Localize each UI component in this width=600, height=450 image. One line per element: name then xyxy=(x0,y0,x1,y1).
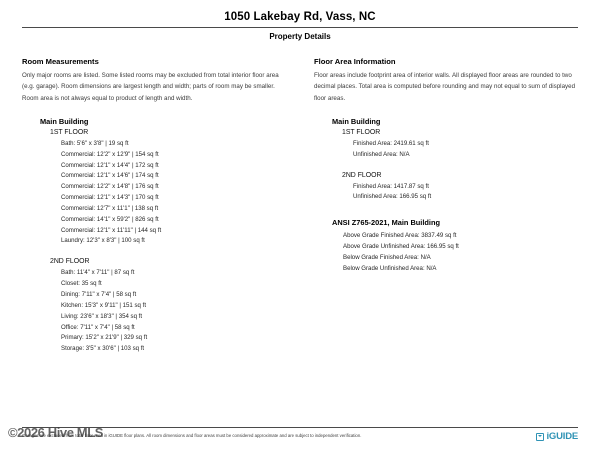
list-item: Storage: 3'5" x 30'6" | 103 sq ft xyxy=(61,345,145,353)
ansi-list xyxy=(332,230,578,274)
footer-divider xyxy=(22,427,578,428)
list-item: Commercial: 12'1" x 11'11" | 144 sq ft xyxy=(61,226,162,234)
list-item: Commercial: 14'1" x 59'2" | 826 sq ft xyxy=(61,215,159,223)
list-item: Unfinished Area: 166.95 sq ft xyxy=(353,193,432,201)
list-item: Laundry: 12'3" x 8'3" | 100 sq ft xyxy=(61,237,145,245)
area-group-1st xyxy=(332,129,578,161)
building-name-label: Main Building xyxy=(40,116,89,126)
list-item: Commercial: 12'1" x 14'6" | 174 sq ft xyxy=(61,172,159,180)
floor-area-heading: Floor Area Information xyxy=(314,57,396,66)
room-measurements-building xyxy=(22,117,288,355)
room-measurements-section xyxy=(22,57,300,355)
copyright-watermark: ©2026 Hive MLS xyxy=(8,425,104,440)
building-name-label: Main Building xyxy=(332,116,381,126)
room-list-2nd xyxy=(50,268,288,355)
footer-disclaimer: Garages are excluded from total floor area in iGUIDE floor plans. All room dimensions and floor areas must be considered approximate and are subject to independent verification. xyxy=(22,433,362,439)
room-list-1st xyxy=(50,139,288,247)
floor-label-2nd: 2ND FLOOR xyxy=(50,258,90,266)
page-subtitle: Property Details xyxy=(269,32,331,41)
floor-area-building xyxy=(314,117,578,203)
floor-area-note: Floor areas include footprint area of interior walls. All displayed floor areas are rounded to two decimal places. Total area is computed before rounding and may not equal to sum of displayed floor areas. xyxy=(314,72,576,102)
ansi-title: ANSI Z765-2021, Main Building xyxy=(332,218,441,228)
list-item: Finished Area: 2419.61 sq ft xyxy=(353,139,429,147)
ansi-standard-section xyxy=(314,218,578,274)
page-title: 1050 Lakebay Rd, Vass, NC xyxy=(224,11,376,23)
area-list-2nd xyxy=(342,182,578,204)
floor-area-section xyxy=(300,57,578,355)
floor-label-1st: 1ST FLOOR xyxy=(342,128,381,136)
document-header xyxy=(0,0,600,41)
iguide-logo xyxy=(536,431,578,442)
list-item: Above Grade Unfinished Area: 166.95 sq ft xyxy=(343,243,459,251)
area-list-1st xyxy=(342,139,578,161)
list-item: Finished Area: 1417.87 sq ft xyxy=(353,182,429,190)
list-item: Commercial: 12'2" x 12'9" | 154 sq ft xyxy=(61,150,159,158)
list-item: Kitchen: 15'3" x 9'11" | 151 sq ft xyxy=(61,301,147,309)
floor-group-1st xyxy=(40,129,288,247)
iguide-mark-icon xyxy=(536,433,544,441)
floor-label-1st: 1ST FLOOR xyxy=(50,128,89,136)
footer-row xyxy=(22,431,578,442)
list-item: Primary: 15'2" x 21'9" | 329 sq ft xyxy=(61,334,148,342)
area-group-2nd xyxy=(332,172,578,204)
list-item: Commercial: 12'1" x 14'4" | 172 sq ft xyxy=(61,161,159,169)
document-footer xyxy=(0,427,600,442)
list-item: Dining: 7'11" x 7'4" | 58 sq ft xyxy=(61,290,137,298)
list-item: Bath: 5'6" x 3'8" | 19 sq ft xyxy=(61,139,129,147)
list-item: Bath: 11'4" x 7'11" | 87 sq ft xyxy=(61,269,135,277)
list-item: Below Grade Unfinished Area: N/A xyxy=(343,265,437,273)
floor-group-2nd xyxy=(40,258,288,355)
list-item: Commercial: 12'1" x 14'3" | 170 sq ft xyxy=(61,194,159,202)
iguide-logo-text: iGUIDE xyxy=(546,431,578,442)
room-measurements-note: Only major rooms are listed. Some listed rooms may be excluded from total interior floor area (e.g. garage). Room dimensions are largest length and width; parts of room may be smaller. Room area is not always equal to product of length and width. xyxy=(22,72,279,102)
list-item: Below Grade Finished Area: N/A xyxy=(343,254,431,262)
room-measurements-heading: Room Measurements xyxy=(22,57,99,66)
floor-label-2nd: 2ND FLOOR xyxy=(342,171,382,179)
content-columns xyxy=(0,41,600,355)
list-item: Closet: 35 sq ft xyxy=(61,280,102,288)
list-item: Living: 23'6" x 18'3" | 354 sq ft xyxy=(61,312,143,320)
list-item: Commercial: 12'2" x 14'8" | 176 sq ft xyxy=(61,183,159,191)
list-item: Office: 7'11" x 7'4" | 58 sq ft xyxy=(61,323,135,331)
list-item: Unfinished Area: N/A xyxy=(353,150,410,158)
list-item: Commercial: 12'7" x 11'1" | 138 sq ft xyxy=(61,204,159,212)
list-item: Above Grade Finished Area: 3837.49 sq ft xyxy=(343,232,457,240)
